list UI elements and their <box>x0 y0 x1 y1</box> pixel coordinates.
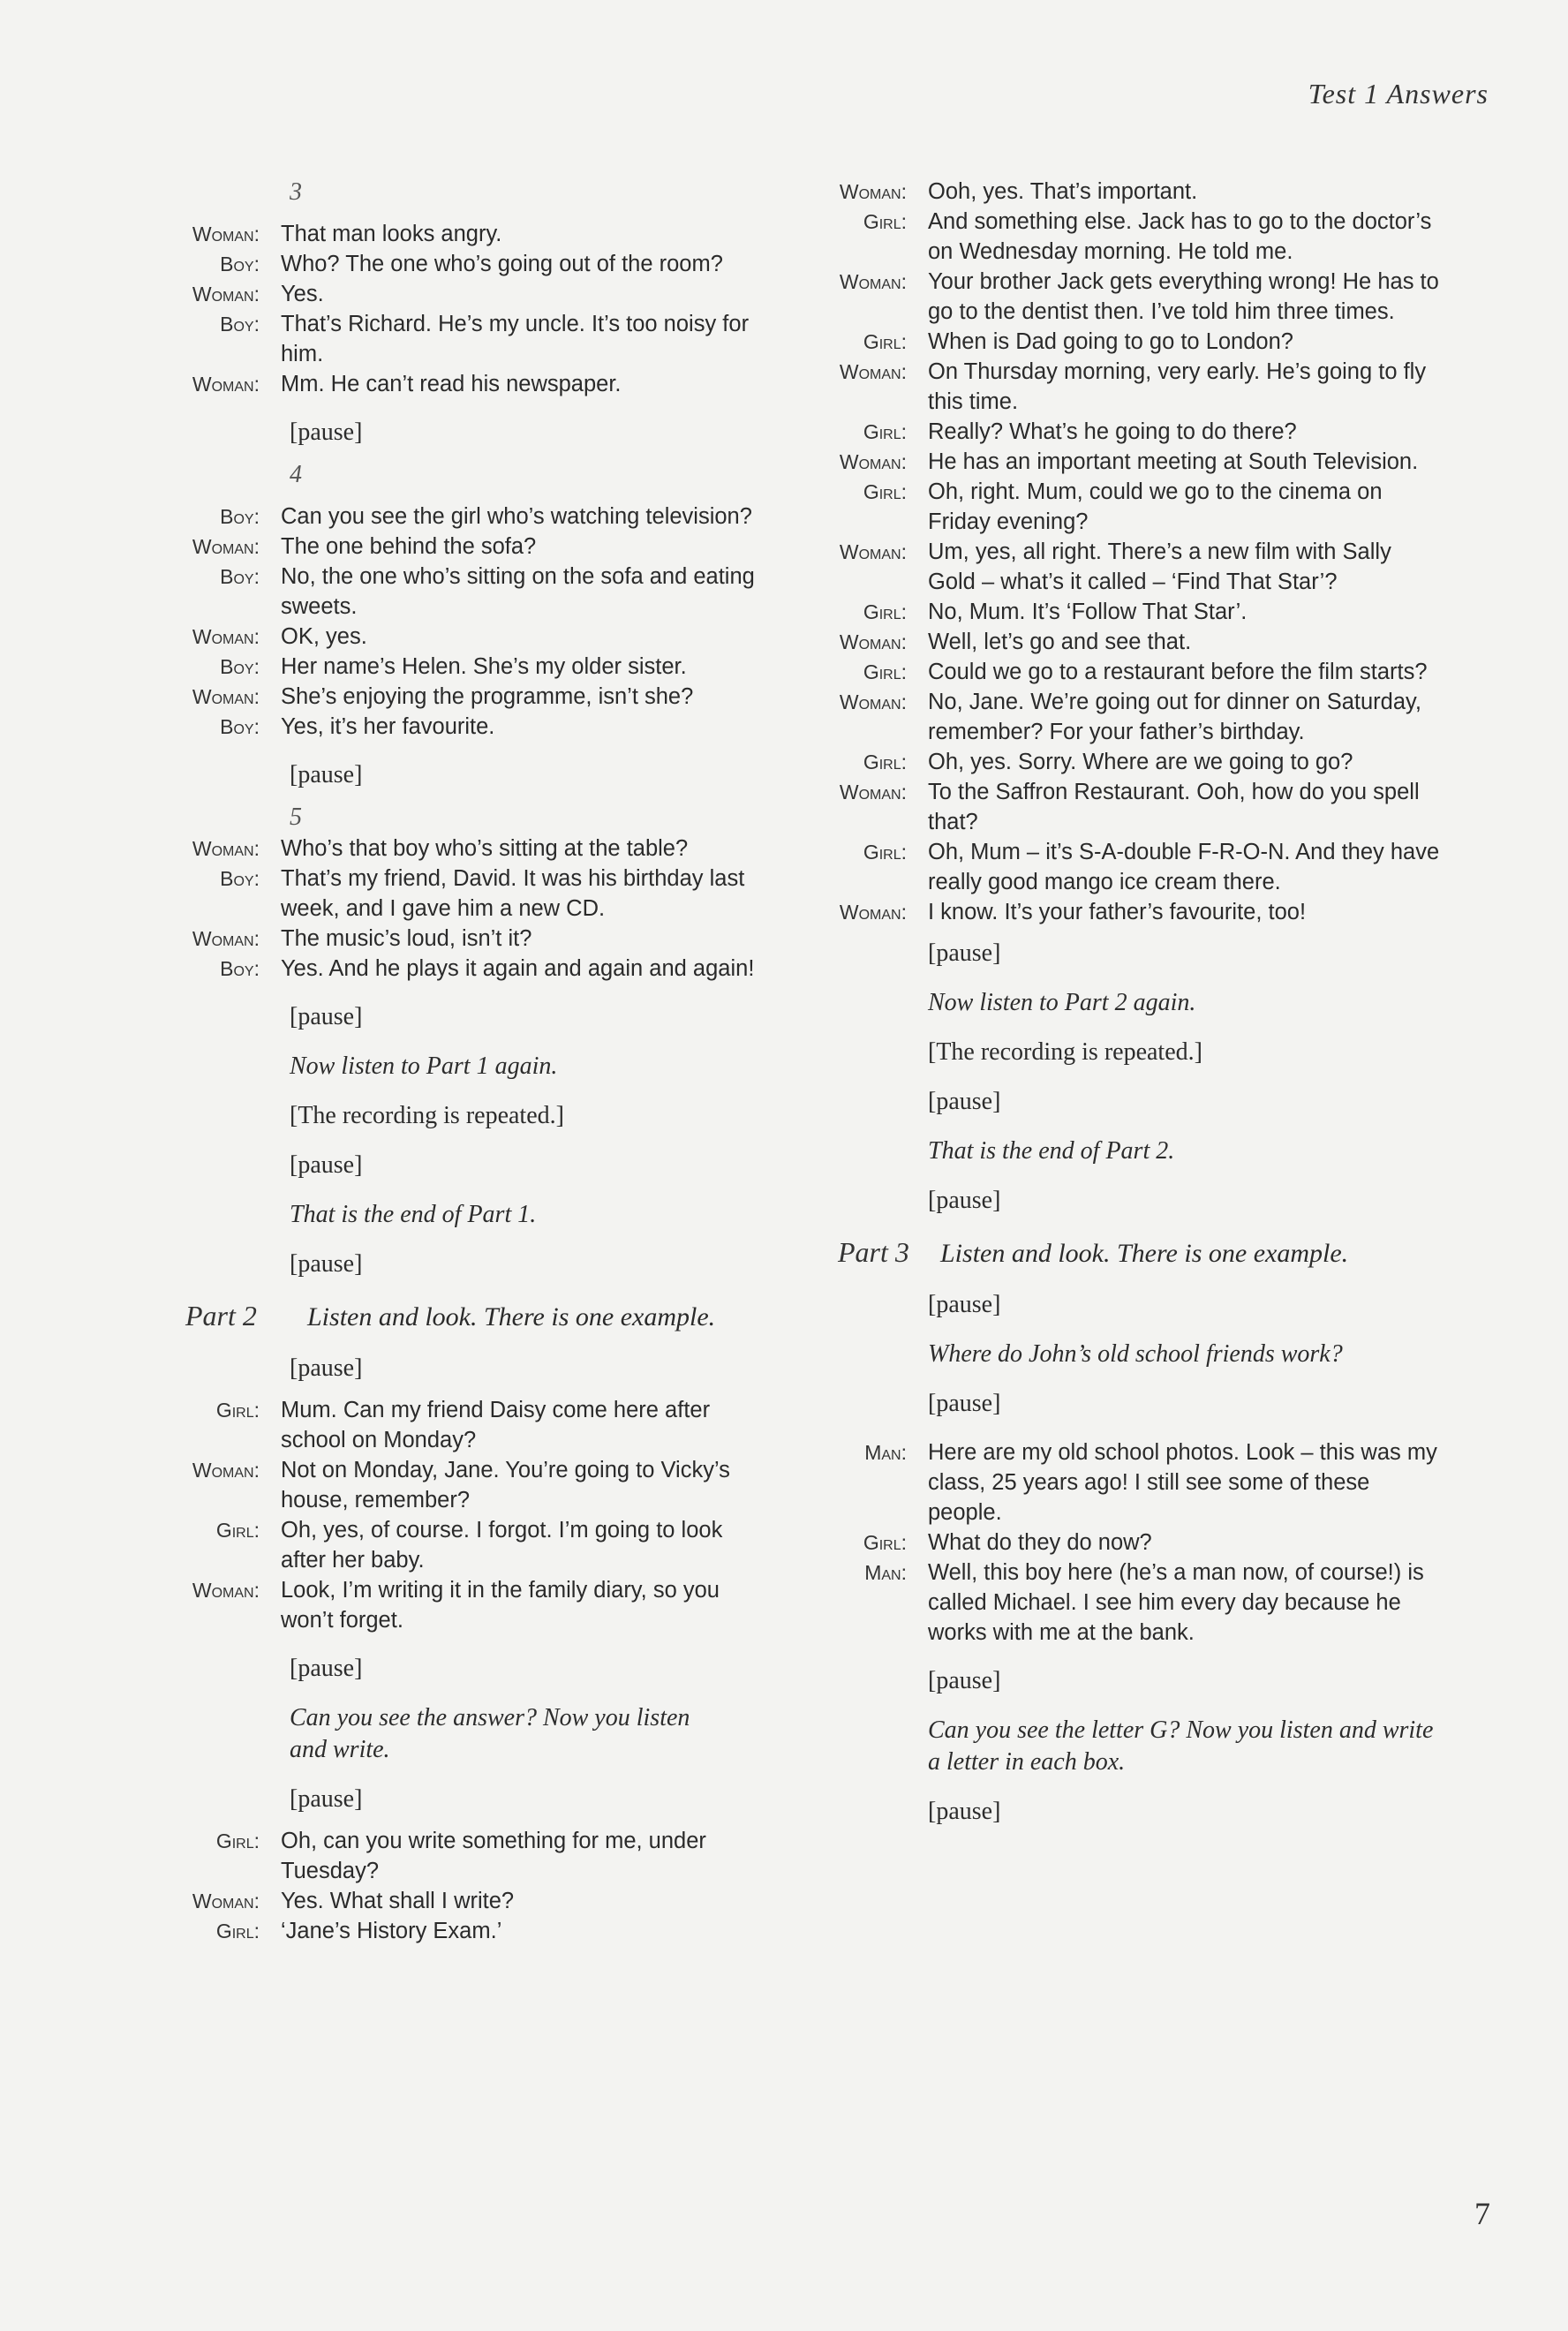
spoken-text: Um, yes, all right. There’s a new film with Sally Gold – what’s it called – ‘Find That Star’? <box>928 539 1391 594</box>
spoken-text: No, the one who’s sitting on the sofa and eating sweets. <box>281 564 755 619</box>
part-heading <box>825 1234 1444 1271</box>
right-column <box>825 177 1444 1828</box>
question-text: Where do John’s old school friends work? <box>928 1340 1343 1368</box>
dialogue-line <box>168 834 768 864</box>
spoken-text: Oh, right. Mum, could we go to the cinema on Friday evening? <box>928 479 1383 534</box>
speaker-label: Boy: <box>220 505 260 528</box>
instruction-text: Can you see the answer? Now you listen and write. <box>290 1704 690 1763</box>
pause-marker: [pause] <box>928 1088 1001 1115</box>
dialogue-line <box>168 924 768 954</box>
pause-marker: [pause] <box>928 939 1001 967</box>
speaker-label: Woman: <box>192 1579 260 1602</box>
dialogue-line <box>825 477 1444 537</box>
speaker-label: Girl: <box>863 210 907 233</box>
speaker-label: Girl: <box>215 1399 260 1422</box>
speaker-label: Boy: <box>220 655 260 678</box>
spoken-text: That’s Richard. He’s my uncle. It’s too noisy for him. <box>281 312 750 366</box>
dialogue-line <box>825 597 1444 627</box>
dialogue-line <box>168 954 768 984</box>
part-label: Part 2 <box>185 1300 257 1331</box>
spoken-text: No, Jane. We’re going out for dinner on Saturday, remember? For your father’s birthday. <box>928 690 1421 744</box>
instruction-text: Now listen to Part 2 again. <box>928 989 1196 1016</box>
dialogue-line <box>825 417 1444 447</box>
speaker-label: Woman: <box>839 270 907 293</box>
dialogue-block <box>168 834 768 984</box>
speaker-label: Woman: <box>192 283 260 306</box>
page-number: 7 <box>1474 2196 1490 2231</box>
speaker-label: Woman: <box>839 781 907 803</box>
spoken-text: Oh, yes. Sorry. Where are we going to go? <box>928 750 1353 774</box>
pause-marker: [pause] <box>290 761 363 788</box>
spoken-text: Oh, can you write something for me, under Tuesday? <box>281 1829 706 1883</box>
spoken-text: Ooh, yes. That’s important. <box>928 179 1198 204</box>
dialogue-line <box>825 447 1444 477</box>
speaker-label: Woman: <box>192 1890 260 1912</box>
dialogue-block <box>168 502 768 742</box>
spoken-text: Look, I’m writing it in the family diary, so you won’t forget. <box>281 1578 720 1633</box>
spoken-text: Her name’s Helen. She’s my older sister. <box>281 654 687 679</box>
spoken-text: Mum. Can my friend Daisy come here after school on Monday? <box>281 1398 711 1452</box>
speaker-label: Girl: <box>863 1531 907 1554</box>
speaker-label: Woman: <box>839 180 907 203</box>
spoken-text: He has an important meeting at South Television. <box>928 449 1419 474</box>
spoken-text: Not on Monday, Jane. You’re going to Vicky’s house, remember? <box>281 1458 730 1513</box>
dialogue-line <box>825 777 1444 837</box>
dialogue-line <box>168 712 768 742</box>
spoken-text: To the Saffron Restaurant. Ooh, how do you spell that? <box>928 780 1420 834</box>
speaker-label: Boy: <box>220 867 260 890</box>
part-instruction: Listen and look. There is one example. <box>307 1302 716 1331</box>
speaker-label: Woman: <box>192 625 260 648</box>
dialogue-line <box>825 1558 1444 1648</box>
spoken-text: Your brother Jack gets everything wrong! He has to go to the dentist then. I’ve told him three times. <box>928 269 1439 324</box>
dialogue-line <box>168 502 768 532</box>
spoken-text: Mm. He can’t read his newspaper. <box>281 372 622 396</box>
speaker-label: Girl: <box>215 1519 260 1542</box>
dialogue-line <box>168 309 768 369</box>
dialogue-line <box>825 357 1444 417</box>
dialogue-line <box>168 279 768 309</box>
speaker-label: Girl: <box>863 420 907 443</box>
speaker-label: Woman: <box>839 450 907 473</box>
spoken-text: Yes. And he plays it again and again and again! <box>281 956 755 981</box>
dialogue-block <box>168 1826 768 1946</box>
dialogue-line <box>168 369 768 399</box>
instruction-text: That is the end of Part 1. <box>290 1201 537 1228</box>
speaker-label: Boy: <box>220 565 260 588</box>
part-heading <box>168 1298 768 1335</box>
dialogue-line <box>825 747 1444 777</box>
spoken-text: Who? The one who’s going out of the room? <box>281 252 723 276</box>
spoken-text: The one behind the sofa? <box>281 534 537 559</box>
dialogue-block <box>825 1437 1444 1648</box>
spoken-text: OK, yes. <box>281 624 367 649</box>
question-number: 4 <box>290 461 302 488</box>
dialogue-line <box>168 622 768 652</box>
dialogue-line <box>825 537 1444 597</box>
speaker-label: Girl: <box>863 660 907 683</box>
pause-marker: [pause] <box>928 1291 1001 1318</box>
spoken-text: I know. It’s your father’s favourite, too! <box>928 900 1307 924</box>
pause-marker: [pause] <box>290 1003 363 1030</box>
speaker-label: Girl: <box>863 841 907 864</box>
dialogue-line <box>168 682 768 712</box>
part-label: Part 3 <box>838 1236 909 1268</box>
dialogue-line <box>168 1826 768 1886</box>
speaker-label: Girl: <box>863 751 907 773</box>
dialogue-line <box>168 1916 768 1946</box>
spoken-text: Can you see the girl who’s watching television? <box>281 504 752 529</box>
spoken-text: Well, let’s go and see that. <box>928 630 1192 654</box>
left-column <box>168 177 768 1946</box>
dialogue-line <box>168 1455 768 1515</box>
pause-marker: [pause] <box>928 1667 1001 1694</box>
spoken-text: Oh, yes, of course. I forgot. I’m going to look after her baby. <box>281 1518 723 1573</box>
dialogue-line <box>168 1395 768 1455</box>
speaker-label: Girl: <box>863 480 907 503</box>
spoken-text: Well, this boy here (he’s a man now, of course!) is called Michael. I see him every day because he works with me at the bank. <box>928 1560 1424 1645</box>
speaker-label: Woman: <box>192 685 260 708</box>
pause-marker: [pause] <box>928 1390 1001 1417</box>
dialogue-line <box>825 177 1444 207</box>
speaker-label: Woman: <box>192 535 260 558</box>
dialogue-line <box>168 532 768 562</box>
speaker-label: Woman: <box>839 630 907 653</box>
pause-marker: [pause] <box>290 1151 363 1179</box>
repeat-note: [The recording is repeated.] <box>290 1102 564 1129</box>
dialogue-line <box>825 207 1444 267</box>
speaker-label: Woman: <box>192 373 260 396</box>
speaker-label: Boy: <box>220 715 260 738</box>
dialogue-line <box>825 327 1444 357</box>
dialogue-line <box>168 652 768 682</box>
speaker-label: Girl: <box>863 600 907 623</box>
dialogue-line <box>168 1886 768 1916</box>
question-number: 3 <box>290 178 302 206</box>
spoken-text: That’s my friend, David. It was his birthday last week, and I gave him a new CD. <box>281 866 745 921</box>
spoken-text: Yes. <box>281 282 324 306</box>
speaker-label: Woman: <box>839 901 907 924</box>
part-instruction: Listen and look. There is one example. <box>940 1239 1349 1268</box>
page-header: Test 1 Answers <box>1308 78 1489 109</box>
pause-marker: [pause] <box>290 1785 363 1813</box>
spoken-text: Yes, it’s her favourite. <box>281 714 495 739</box>
pause-marker: [pause] <box>928 1187 1001 1214</box>
spoken-text: When is Dad going to go to London? <box>928 329 1293 354</box>
dialogue-line <box>825 657 1444 687</box>
instruction-text: Can you see the letter G? Now you listen and write a letter in each box. <box>928 1716 1434 1776</box>
speaker-label: Woman: <box>839 690 907 713</box>
dialogue-line <box>825 1437 1444 1528</box>
spoken-text: What do they do now? <box>928 1530 1152 1555</box>
dialogue-line <box>825 627 1444 657</box>
dialogue-line <box>168 219 768 249</box>
dialogue-line <box>825 837 1444 897</box>
spoken-text: Really? What’s he going to do there? <box>928 419 1297 444</box>
spoken-text: She’s enjoying the programme, isn’t she? <box>281 684 694 709</box>
dialogue-line <box>168 864 768 924</box>
dialogue-block <box>825 177 1444 927</box>
spoken-text: ‘Jane’s History Exam.’ <box>281 1919 502 1943</box>
dialogue-line <box>825 687 1444 747</box>
spoken-text: Who’s that boy who’s sitting at the table? <box>281 836 689 861</box>
spoken-text: On Thursday morning, very early. He’s going to fly this time. <box>928 359 1427 414</box>
spoken-text: Yes. What shall I write? <box>281 1889 515 1913</box>
speaker-label: Boy: <box>220 253 260 275</box>
instruction-text: Now listen to Part 1 again. <box>290 1052 558 1080</box>
speaker-label: Woman: <box>192 1459 260 1482</box>
speaker-label: Boy: <box>220 957 260 980</box>
speaker-label: Girl: <box>215 1829 260 1852</box>
question-number: 5 <box>290 803 302 831</box>
pause-marker: [pause] <box>290 1250 363 1278</box>
dialogue-line <box>825 267 1444 327</box>
speaker-label: Woman: <box>192 223 260 245</box>
repeat-note: [The recording is repeated.] <box>928 1038 1202 1066</box>
pause-marker: [pause] <box>290 1655 363 1682</box>
dialogue-line <box>168 562 768 622</box>
speaker-label: Woman: <box>839 540 907 563</box>
dialogue-line <box>825 897 1444 927</box>
spoken-text: No, Mum. It’s ‘Follow That Star’. <box>928 600 1248 624</box>
pause-marker: [pause] <box>290 419 363 446</box>
spoken-text: Here are my old school photos. Look – this was my class, 25 years ago! I still see some of these people. <box>928 1440 1437 1525</box>
spoken-text: That man looks angry. <box>281 222 502 246</box>
spoken-text: Could we go to a restaurant before the film starts? <box>928 660 1428 684</box>
speaker-label: Woman: <box>839 360 907 383</box>
dialogue-line <box>168 1515 768 1575</box>
speaker-label: Woman: <box>192 837 260 860</box>
speaker-label: Girl: <box>863 330 907 353</box>
instruction-text: That is the end of Part 2. <box>928 1137 1175 1165</box>
speaker-label: Girl: <box>215 1920 260 1942</box>
spoken-text: And something else. Jack has to go to the doctor’s on Wednesday morning. He told me. <box>928 209 1432 264</box>
dialogue-line <box>825 1528 1444 1558</box>
speaker-label: Man: <box>864 1561 907 1584</box>
speaker-label: Woman: <box>192 927 260 950</box>
spoken-text: Oh, Mum – it’s S-A-double F-R-O-N. And they have really good mango ice cream there. <box>928 840 1440 894</box>
dialogue-line <box>168 1575 768 1635</box>
speaker-label: Man: <box>864 1441 907 1464</box>
pause-marker: [pause] <box>290 1354 363 1382</box>
speaker-label: Boy: <box>220 313 260 336</box>
pause-marker: [pause] <box>928 1798 1001 1825</box>
spoken-text: The music’s loud, isn’t it? <box>281 926 532 951</box>
dialogue-block <box>168 219 768 399</box>
dialogue-line <box>168 249 768 279</box>
dialogue-block <box>168 1395 768 1635</box>
